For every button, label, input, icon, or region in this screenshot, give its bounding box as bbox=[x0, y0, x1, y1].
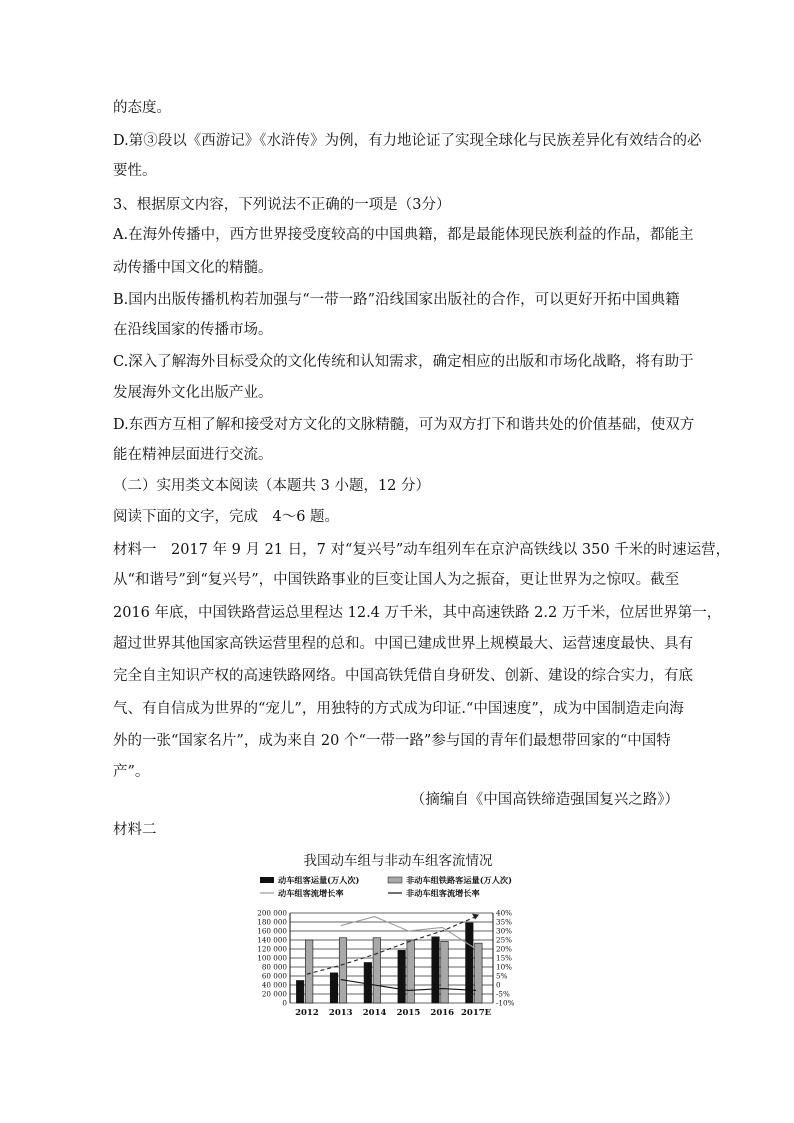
right-tick-label: 30% bbox=[496, 926, 512, 936]
legend-swatch bbox=[388, 877, 402, 883]
text-line: 从“和谐号”到“复兴号”，中国铁路事业的巨变让国人为之振奋，更让世界为之惊叹。截至 bbox=[113, 572, 680, 588]
passenger-flow-chart bbox=[248, 845, 548, 1020]
bar bbox=[330, 973, 338, 1003]
trend-arrowhead bbox=[472, 914, 479, 920]
bar bbox=[305, 940, 313, 1003]
left-tick-label: 40 000 bbox=[261, 980, 287, 990]
legend-label: 动车组客流增长率 bbox=[278, 888, 344, 898]
left-tick-label: 60 000 bbox=[261, 971, 287, 981]
text-line: 的态度。 bbox=[113, 100, 171, 116]
right-tick-label: 35% bbox=[496, 917, 512, 927]
chart-plot-area bbox=[257, 909, 514, 1019]
right-tick-label: 0 bbox=[496, 980, 501, 990]
text-line: 2016 年底，中国铁路营运总里程达 12.4 万千米，其中高速铁路 2.2 万千米，位居世界第一， bbox=[113, 605, 722, 621]
chart-legend bbox=[260, 875, 512, 898]
bar bbox=[398, 950, 406, 1003]
right-tick-label: -5% bbox=[496, 989, 510, 999]
text-line: 材料一 2017 年 9 月 21 日，7 对“复兴号”动车组列车在京沪高铁线以 350 千米的时速运营， bbox=[113, 542, 731, 558]
legend-label: 非动车组客流增长率 bbox=[406, 888, 480, 898]
right-tick-label: 20% bbox=[496, 944, 512, 954]
right-tick-label: 25% bbox=[496, 935, 512, 945]
text-line: 能在精神层面进行交流。 bbox=[113, 447, 273, 463]
left-tick-label: 0 bbox=[282, 998, 287, 1008]
text-line: （二）实用类文本阅读（本题共 3 小题，12 分） bbox=[113, 478, 431, 494]
legend-label: 动车组客运量(万人次) bbox=[278, 875, 360, 885]
x-tick-label: 2013 bbox=[328, 1008, 353, 1018]
left-tick-label: 80 000 bbox=[261, 962, 287, 972]
legend-swatch bbox=[260, 877, 274, 883]
x-tick-label: 2012 bbox=[295, 1008, 319, 1018]
left-tick-label: 100 000 bbox=[257, 953, 287, 963]
text-line: A.在海外传播中，西方世界接受度较高的中国典籍，都是最能体现民族利益的作品，都能主 bbox=[113, 227, 694, 243]
left-tick-label: 160 000 bbox=[257, 926, 287, 936]
left-tick-label: 120 000 bbox=[257, 944, 287, 954]
x-tick-label: 2014 bbox=[362, 1008, 387, 1018]
bar bbox=[432, 937, 440, 1003]
text-line: 3、根据原文内容，下列说法不正确的一项是（3分） bbox=[113, 197, 451, 213]
left-tick-label: 180 000 bbox=[257, 917, 287, 927]
x-tick-label: 2017E bbox=[461, 1008, 492, 1018]
right-tick-label: 15% bbox=[496, 953, 512, 963]
right-tick-label: -10% bbox=[496, 998, 515, 1008]
text-line: C.深入了解海外目标受众的文化传统和认知需求，确定相应的出版和市场化战略，将有助于 bbox=[113, 354, 694, 370]
bar bbox=[466, 923, 474, 1003]
right-tick-label: 10% bbox=[496, 962, 512, 972]
bar bbox=[441, 941, 449, 1003]
right-tick-label: 5% bbox=[496, 971, 508, 981]
text-line: 发展海外文化出版产业。 bbox=[113, 385, 273, 401]
x-tick-label: 2016 bbox=[430, 1008, 455, 1018]
text-line: 要性。 bbox=[113, 163, 157, 179]
bar bbox=[407, 940, 415, 1003]
text-line: D.东西方互相了解和接受对方文化的文脉精髓，可为双方打下和谐共处的价值基础，使双方 bbox=[113, 417, 695, 433]
left-tick-label: 140 000 bbox=[257, 935, 287, 945]
left-tick-label: 200 000 bbox=[257, 908, 287, 918]
text-line: 外的一张“国家名片”，成为来自 20 个“一带一路”参与国的青年们最想带回家的“中国特 bbox=[113, 733, 671, 749]
x-tick-label: 2015 bbox=[396, 1008, 421, 1018]
material-2-label: 材料二 bbox=[113, 822, 157, 838]
text-line: 超过世界其他国家高铁运营里程的总和。中国已建成世界上规模最大、运营速度最快、具有 bbox=[113, 636, 693, 652]
text-line: D.第③段以《西游记》《水浒传》为例，有力地论证了实现全球化与民族差异化有效结合的必 bbox=[113, 133, 702, 149]
bar bbox=[475, 943, 483, 1003]
text-line: 完全自主知识产权的高速铁路网络。中国高铁凭借自身研发、创新、建设的综合实力，有底 bbox=[113, 668, 693, 684]
series-line bbox=[307, 917, 476, 975]
text-line: 气、有自信成为世界的“宠儿”，用独特的方式成为印证.“中国速度”，成为中国制造走向海 bbox=[113, 701, 684, 717]
bar bbox=[373, 938, 381, 1003]
text-line: 在沿线国家的传播市场。 bbox=[113, 322, 273, 338]
text-line: 阅读下面的文字，完成 4～6 题。 bbox=[113, 509, 340, 525]
bar bbox=[339, 938, 347, 1003]
text-line: 动传播中国文化的精髓。 bbox=[113, 260, 273, 276]
text-line: B.国内出版传播机构若加强与“一带一路”沿线国家出版社的合作，可以更好开拓中国典籍 bbox=[113, 292, 680, 308]
source-citation: （摘编自《中国高铁缔造强国复兴之路》） bbox=[410, 792, 679, 808]
chart-title: 我国动车组与非动车组客流情况 bbox=[303, 853, 493, 869]
legend-label: 非动车组铁路客运量(万人次) bbox=[406, 875, 512, 885]
text-line: 产”。 bbox=[113, 764, 150, 780]
left-tick-label: 20 000 bbox=[261, 989, 287, 999]
right-tick-label: 40% bbox=[496, 908, 512, 918]
bar bbox=[296, 981, 304, 1004]
bar bbox=[364, 963, 372, 1004]
